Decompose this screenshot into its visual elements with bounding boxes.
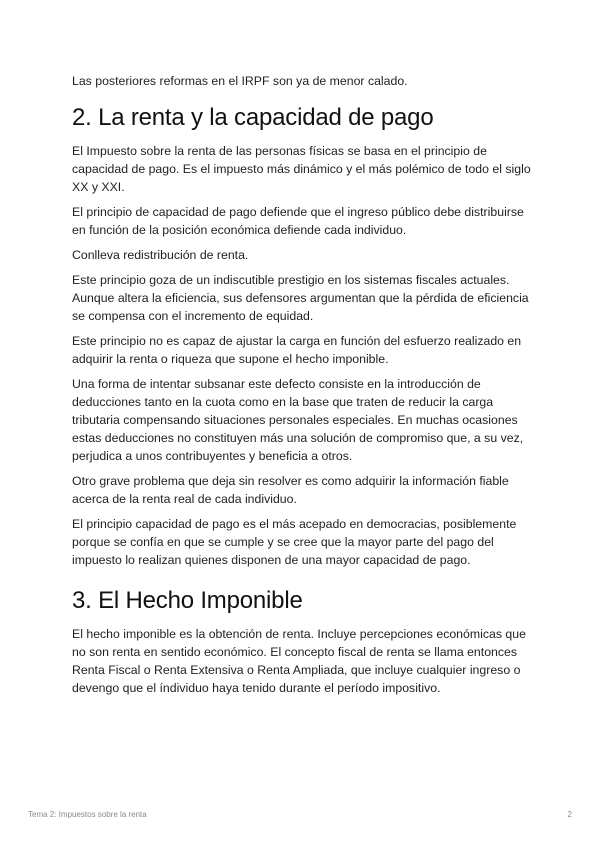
section-2-paragraph: Este principio goza de un indiscutible prestigio en los sistemas fiscales actuales. Aunque altera la eficiencia, sus defensores argumentan que la pérdida de eficiencia se compensa con el incremento de equidad. — [72, 273, 529, 323]
section-2-paragraph: Conlleva redistribución de renta. — [72, 248, 249, 262]
page-number: 2 — [567, 810, 572, 819]
section-3-heading: 3. El Hecho Imponible — [72, 587, 303, 614]
section-2-paragraph: Una forma de intentar subsanar este defecto consiste en la introducción de deducciones tanto en la cuota como en la base que traten de reducir la carga tributaria compensando situaciones personales especiales. En muchas ocasiones estas deducciones no constituyen más una solución de compromiso que, a su vez, perjudica a unos contribuyentes y beneficia a otros. — [72, 377, 524, 463]
section-2-paragraph: El Impuesto sobre la renta de las personas físicas se basa en el principio de capacidad de pago. Es el impuesto más dinámico y el más polémico de todo el siglo XX y XXI. — [72, 144, 531, 194]
page-footer — [28, 810, 572, 819]
section-2-paragraph: El principio capacidad de pago es el más acepado en democracias, posiblemente porque se confía en que se cumple y se cree que la mayor parte del pago del impuesto lo realizan quienes disponen de una mayor capacidad de pago. — [72, 517, 517, 567]
section-2-paragraph: Otro grave problema que deja sin resolver es como adquirir la información fiable acerca de la renta real de cada individuo. — [72, 474, 509, 506]
section-2-paragraph: Este principio no es capaz de ajustar la carga en función del esfuerzo realizado en adquirir la renta o riqueza que supone el hecho imponible. — [72, 334, 522, 366]
section-2-paragraph: El principio de capacidad de pago defiende que el ingreso público debe distribuirse en función de la posición económica defiende cada individuo. — [72, 205, 524, 237]
section-3-paragraph: El hecho imponible es la obtención de renta. Incluye percepciones económicas que no son renta en sentido económico. El concepto fiscal de renta se llama entonces Renta Fiscal o Renta Extensiva o Renta Ampliada, que incluye cualquier ingreso o devengo que el índividuo haya tenido durante el período impositivo. — [72, 627, 526, 695]
section-2-heading: 2. La renta y la capacidad de pago — [72, 104, 434, 131]
intro-paragraph: Las posteriores reformas en el IRPF son ya de menor calado. — [72, 74, 408, 88]
footer-title: Tema 2: Impuestos sobre la renta — [28, 810, 147, 819]
document-body — [72, 72, 532, 704]
